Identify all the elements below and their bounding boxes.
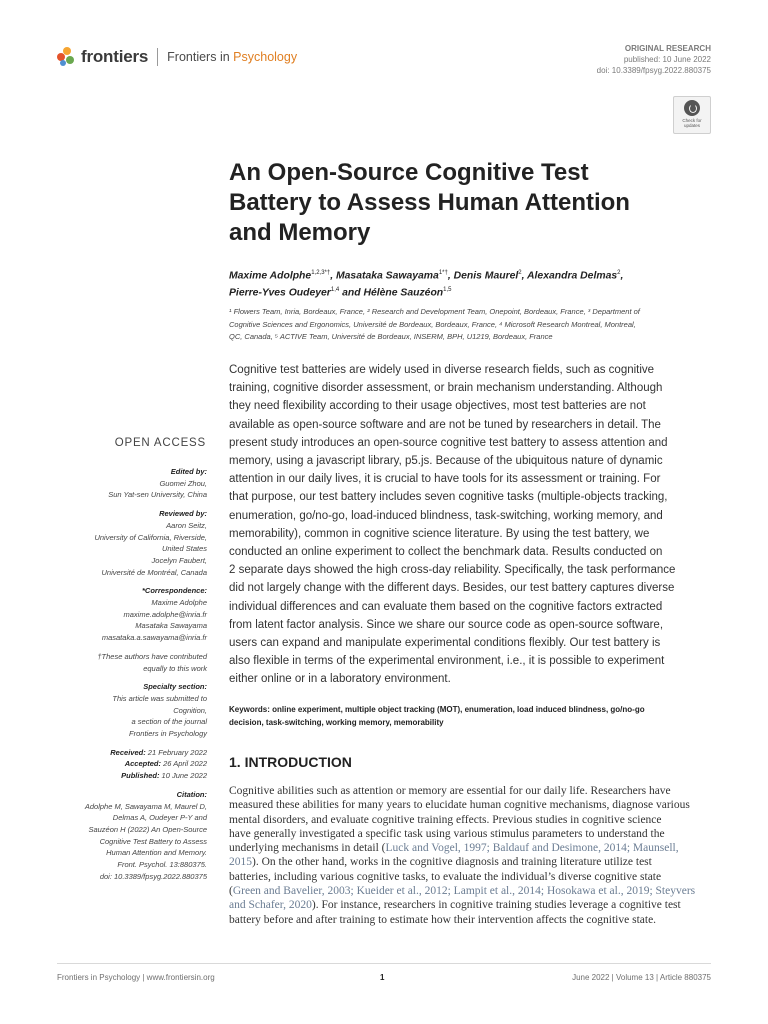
author-name[interactable]: , Masataka Sawayama <box>330 270 439 282</box>
abstract-line: individual differences and can evaluate them based on the cognitive factors extracted <box>229 600 663 613</box>
affiliation-line: QC, Canada, ⁵ ACTIVE Team, Université de Bordeaux, INSERM, BPH, U1219, Bordeaux, France <box>229 332 553 341</box>
intro-text: Cognitive abilities such as attention or memory are essential for our daily life. Researchers have <box>229 785 671 797</box>
intro-text: ( <box>229 885 233 898</box>
sidebar-line: Maxime Adolphe <box>151 598 207 608</box>
sidebar-line: Cognition, <box>173 705 207 715</box>
brand-name: frontiers <box>81 47 149 66</box>
author-line <box>229 283 709 300</box>
intro-line <box>229 870 713 884</box>
intro-line <box>229 913 713 927</box>
date-value: 26 April 2022 <box>160 759 207 769</box>
intro-line <box>229 798 713 812</box>
sidebar-date <box>50 758 207 770</box>
sidebar-line: Masataka Sawayama <box>135 621 207 631</box>
keywords: Keywords: online experiment, multiple object tracking (MOT), enumeration, load induced blindness, go/no-go decision, task-switching, working memory, memorability <box>229 705 645 727</box>
affiliation-line: ¹ Flowers Team, Inria, Bordeaux, France, ² Research and Development Team, Onepoint, Bordeaux, France, ³ Department of <box>229 307 640 316</box>
sidebar-line: Frontiers in Psychology <box>129 729 207 739</box>
abstract-line: training, cognitive disorder assessment, or brain mechanism understanding. Although <box>229 382 663 395</box>
journal-accent: Psychology <box>233 50 298 64</box>
abstract-line: they need flexibility according to their usage objectives, most test batteries are not <box>229 400 646 413</box>
abstract-line: Cognitive test batteries are widely used in diverse research fields, such as cognitive <box>229 364 655 376</box>
intro-text: batteries, including various cognitive tasks, to evaluate the individual’s diverse cognitive state <box>229 870 662 883</box>
abstract-line: conducted an online experiment to collect the benchmark data. Results conducted on <box>229 546 663 559</box>
intro-line <box>229 898 713 912</box>
author-name[interactable]: , Alexandra Delmas <box>521 270 618 282</box>
sidebar-heading: Reviewed by: <box>159 509 207 519</box>
published-date: published: 10 June 2022 <box>623 55 711 64</box>
abstract-line: 2 separate days showed the high cross-day reliability. Specifically, the task performance <box>229 564 676 577</box>
sidebar-line: Jocelyn Faubert, <box>151 555 207 565</box>
affiliation-line: Cognitive Sciences and Ergonomics, Université de Bordeaux, Bordeaux, France, ⁴ Microsoft Research Montreal, Montreal, <box>229 319 636 329</box>
page-number: 1 <box>380 973 385 982</box>
abstract-line: attention in our daily lives, it is crucial to have tools for its assessment or training. For <box>229 473 661 486</box>
keywords-label: Keywords: <box>229 705 270 714</box>
article-type: ORIGINAL RESEARCH <box>624 44 711 53</box>
intro-text: mental disorders, and evaluate cognitive training effects. Previous studies in cognitive science <box>229 813 662 826</box>
sidebar-line: University of California, Riverside, <box>94 532 207 542</box>
open-access-label: OPEN ACCESS <box>114 437 206 449</box>
section-heading-introduction: 1. INTRODUCTION <box>229 754 352 770</box>
intro-text: have generally investigated a specific task using various stimulus parameters to understand the <box>229 827 665 840</box>
sidebar-spacer <box>50 740 207 747</box>
crossmark-icon <box>684 100 700 116</box>
sidebar-line: Université de Montréal, Canada <box>101 567 207 577</box>
footer-volume-info: June 2022 | Volume 13 | Article 880375 <box>572 973 711 982</box>
date-value: 21 February 2022 <box>145 747 207 757</box>
abstract <box>229 361 713 689</box>
intro-line <box>229 884 713 898</box>
footer-divider <box>57 963 711 964</box>
date-label: Received: <box>110 747 146 757</box>
citation-link[interactable]: Luck and Vogel, 1997; Baldauf and Desimone, 2014; Maunsell, <box>385 842 679 855</box>
intro-line <box>229 813 713 827</box>
date-label: Published: <box>121 771 160 781</box>
intro-text: ). For instance, researchers in cognitive training studies leverage a cognitive test <box>311 899 681 912</box>
sidebar-line[interactable]: maxime.adolphe@inria.fr <box>123 609 207 619</box>
introduction-body <box>229 784 713 927</box>
intro-line <box>229 841 713 855</box>
sidebar-line: This article was submitted to <box>112 693 207 703</box>
sidebar-spacer <box>50 644 207 651</box>
doi-link[interactable]: doi: 10.3389/fpsyg.2022.880375 <box>596 66 711 75</box>
sidebar-line: equally to this work <box>143 663 207 673</box>
check-for-updates-button[interactable] <box>673 96 711 134</box>
article-title: An Open-Source Cognitive Test Battery to Assess Human Attention and Memory <box>229 159 630 246</box>
abstract-line: memory, using a javascript library, p5.js. Because of the ubiquitous nature of dynamic <box>229 455 663 468</box>
sidebar-heading: Specialty section: <box>143 682 207 692</box>
author-name[interactable]: Maxime Adolphe <box>229 270 312 282</box>
sidebar-line: Delmas A, Oudeyer P-Y and <box>112 813 207 823</box>
journal-name[interactable] <box>167 50 297 64</box>
abstract-line: did not largely change with the different days. Besides, our test battery captures diverse <box>229 582 675 595</box>
intro-text: ). On the other hand, works in the cognitive diagnosis and training literature utilize test <box>252 856 652 869</box>
sidebar-heading: Edited by: <box>170 467 207 476</box>
citation-link[interactable]: 2015 <box>229 856 252 869</box>
sidebar-line[interactable]: masataka.a.sawayama@inria.fr <box>101 633 207 643</box>
date-label: Accepted: <box>124 759 161 769</box>
abstract-line: users can expand and manipulate experimental conditions flexibly. Our test battery is <box>229 637 661 650</box>
sidebar-line: doi: 10.3389/fpsyg.2022.880375 <box>99 871 207 881</box>
author-affiliation-marker: 2 <box>518 270 522 276</box>
author-affiliation-marker: 1,2,3*† <box>311 270 331 276</box>
abstract-line: memorability), common in cognitive science literature. By using the test battery, we <box>229 527 650 540</box>
sidebar-date <box>50 747 207 759</box>
brand-divider <box>157 48 158 66</box>
author-affiliation-marker: 1*† <box>438 270 448 276</box>
frontiers-logo[interactable] <box>57 44 297 70</box>
intro-text: measured these abilities for many years to elucidate human cognitive mechanisms, diagnose various <box>229 799 690 812</box>
date-value: 10 June 2022 <box>159 771 207 781</box>
sidebar-line: Adolphe M, Sawayama M, Maurel D, <box>84 801 207 811</box>
author-affiliation-marker: 1,5 <box>443 287 452 294</box>
abstract-line: also flexible in terms of the experimental environment, i.e., it is possible to experiment <box>229 655 665 668</box>
abstract-line: that purpose, our test battery includes seven cognitive tasks (multiple-objects tracking, <box>229 491 668 504</box>
intro-text: underlying mechanisms in detail ( <box>229 842 386 855</box>
affiliations <box>229 306 711 344</box>
abstract-line: from latent factor analysis. Since we share our source code as open-source software, <box>229 618 664 631</box>
intro-line <box>229 827 713 841</box>
frontiers-logo-icon <box>57 47 75 67</box>
sidebar-line: †These authors have contributed <box>97 651 207 661</box>
sidebar-line: United States <box>161 544 207 554</box>
abstract-line: available as open-source software and are not be tuned by researchers in detail. The <box>229 418 661 431</box>
sidebar-date <box>50 770 207 782</box>
abstract-line: present study introduces an open-source cognitive test battery to assess attention and <box>229 436 668 449</box>
author-name[interactable]: , Denis Maurel <box>447 270 519 282</box>
citation-link[interactable]: and Schafer, 2020 <box>229 899 312 912</box>
author-affiliation-marker: 2 <box>617 270 621 276</box>
sidebar-line: Human Attention and Memory. <box>106 848 207 858</box>
author-name[interactable]: Pierre-Yves Oudeyer <box>229 287 331 299</box>
journal-prefix: Frontiers in <box>167 50 234 64</box>
sidebar-line: Sauzéon H (2022) An Open-Source <box>88 824 207 834</box>
sidebar-line: Cognitive Test Battery to Assess <box>99 836 207 846</box>
footer-journal-link[interactable]: Frontiers in Psychology | www.frontiersin.org <box>57 973 215 982</box>
intro-text: battery before and after training to estimate how their intervention affects the cognitive state. <box>229 913 657 926</box>
sidebar-line: Aaron Seitz, <box>166 520 207 530</box>
sidebar-heading: *Correspondence: <box>141 586 207 596</box>
abstract-line: either online or in a laboratory environment. <box>229 673 451 686</box>
author-line <box>229 266 709 283</box>
author-affiliation-marker: 1,4 <box>330 287 340 294</box>
author-name[interactable]: , <box>620 270 624 282</box>
author-list <box>229 266 709 301</box>
abstract-line: enumeration, go/no-go, load-induced blindness, task-switching, working memory, and <box>229 509 663 522</box>
citation-link[interactable]: Green and Bavelier, 2003; Kueider et al., 2012; Lampit et al., 2014; Hosokawa et al., 2019; Steyvers <box>232 885 696 898</box>
sidebar-line: Sun Yat-sen University, China <box>108 490 207 500</box>
article-info-sidebar <box>50 466 207 883</box>
check-updates-label: Check for updates <box>682 118 702 128</box>
sidebar-heading: Citation: <box>176 789 207 799</box>
sidebar-line: Guomei Zhou, <box>159 478 207 488</box>
intro-line <box>229 784 713 798</box>
author-name[interactable]: and Hélène Sauzéon <box>339 287 444 299</box>
sidebar-line: Front. Psychol. 13:880375. <box>117 860 207 870</box>
intro-line <box>229 855 713 869</box>
sidebar-line: a section of the journal <box>131 717 207 727</box>
